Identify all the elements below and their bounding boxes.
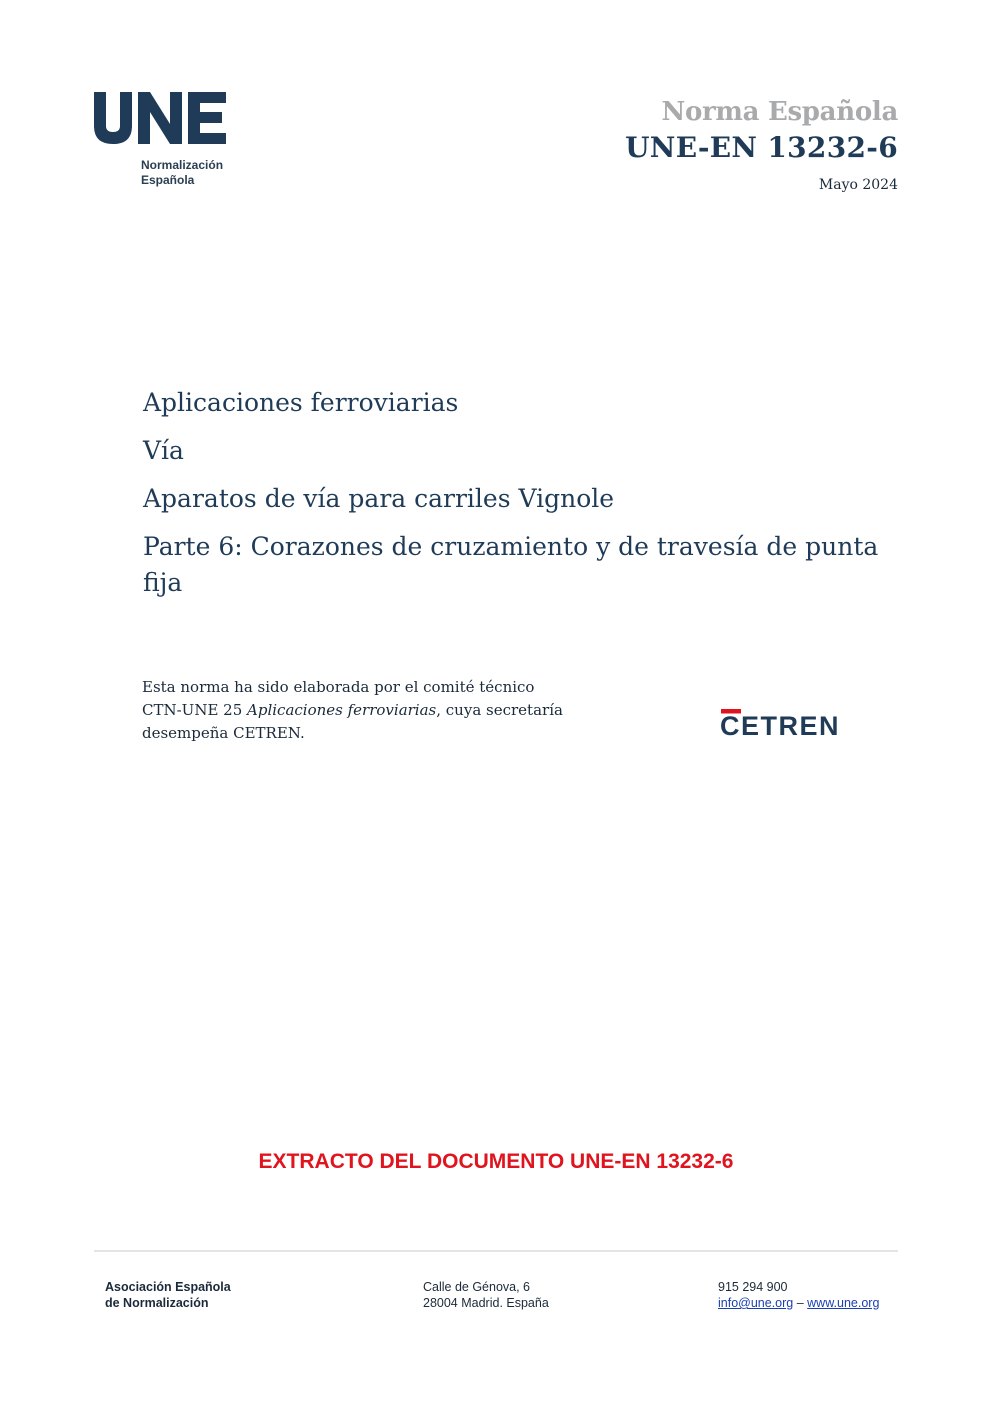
title-line-4: Parte 6: Corazones de cruzamiento y de travesía de punta fija bbox=[143, 532, 879, 597]
publication-date: Mayo 2024 bbox=[818, 177, 898, 193]
footer-address bbox=[423, 1279, 549, 1311]
footer-phone: 915 294 900 bbox=[718, 1280, 788, 1294]
email-link[interactable]: info@une.org bbox=[718, 1296, 794, 1310]
committee-suffix: , cuya secretaría bbox=[436, 701, 563, 719]
une-logo-subtitle bbox=[141, 158, 232, 188]
cetren-logo-text: CETREN bbox=[720, 711, 841, 741]
committee-name: Aplicaciones ferroviarias bbox=[247, 701, 437, 719]
title-line-1: Aplicaciones ferroviarias bbox=[143, 388, 459, 417]
logo-subtitle-line1: Normalización bbox=[141, 158, 224, 172]
committee-line-3: desempeña CETREN. bbox=[142, 724, 305, 742]
standard-header bbox=[625, 95, 898, 193]
footer-address-line2: 28004 Madrid. España bbox=[423, 1296, 549, 1310]
footer-address-line1: Calle de Génova, 6 bbox=[423, 1280, 531, 1294]
committee-statement bbox=[142, 676, 642, 745]
committee-line-1: Esta norma ha sido elaborada por el comité técnico bbox=[142, 678, 535, 696]
extract-notice: EXTRACTO DEL DOCUMENTO UNE-EN 13232-6 bbox=[258, 1150, 734, 1173]
footer-contact bbox=[718, 1279, 879, 1311]
footer-organization bbox=[105, 1279, 231, 1311]
website-link[interactable]: www.une.org bbox=[807, 1296, 880, 1310]
title-line-3: Aparatos de vía para carriles Vignole bbox=[143, 484, 615, 513]
footer-org-line2: de Normalización bbox=[105, 1296, 209, 1310]
footer-links bbox=[718, 1295, 879, 1311]
committee-code: CTN-UNE 25 bbox=[142, 701, 248, 719]
link-separator: – bbox=[793, 1296, 808, 1310]
footer-divider bbox=[94, 1250, 898, 1252]
footer-org-line1: Asociación Española bbox=[105, 1280, 231, 1294]
committee-line-2 bbox=[142, 699, 642, 722]
norma-label: Norma Española bbox=[661, 97, 898, 127]
document-titles bbox=[143, 385, 903, 613]
logo-subtitle-line2: Española bbox=[141, 173, 195, 187]
une-logo-mark bbox=[92, 88, 228, 144]
cetren-logo-mark bbox=[720, 708, 862, 742]
standard-code: UNE-EN 13232-6 bbox=[625, 131, 898, 164]
une-logo bbox=[92, 88, 232, 188]
cetren-logo bbox=[720, 708, 862, 742]
title-line-2: Vía bbox=[143, 436, 184, 465]
